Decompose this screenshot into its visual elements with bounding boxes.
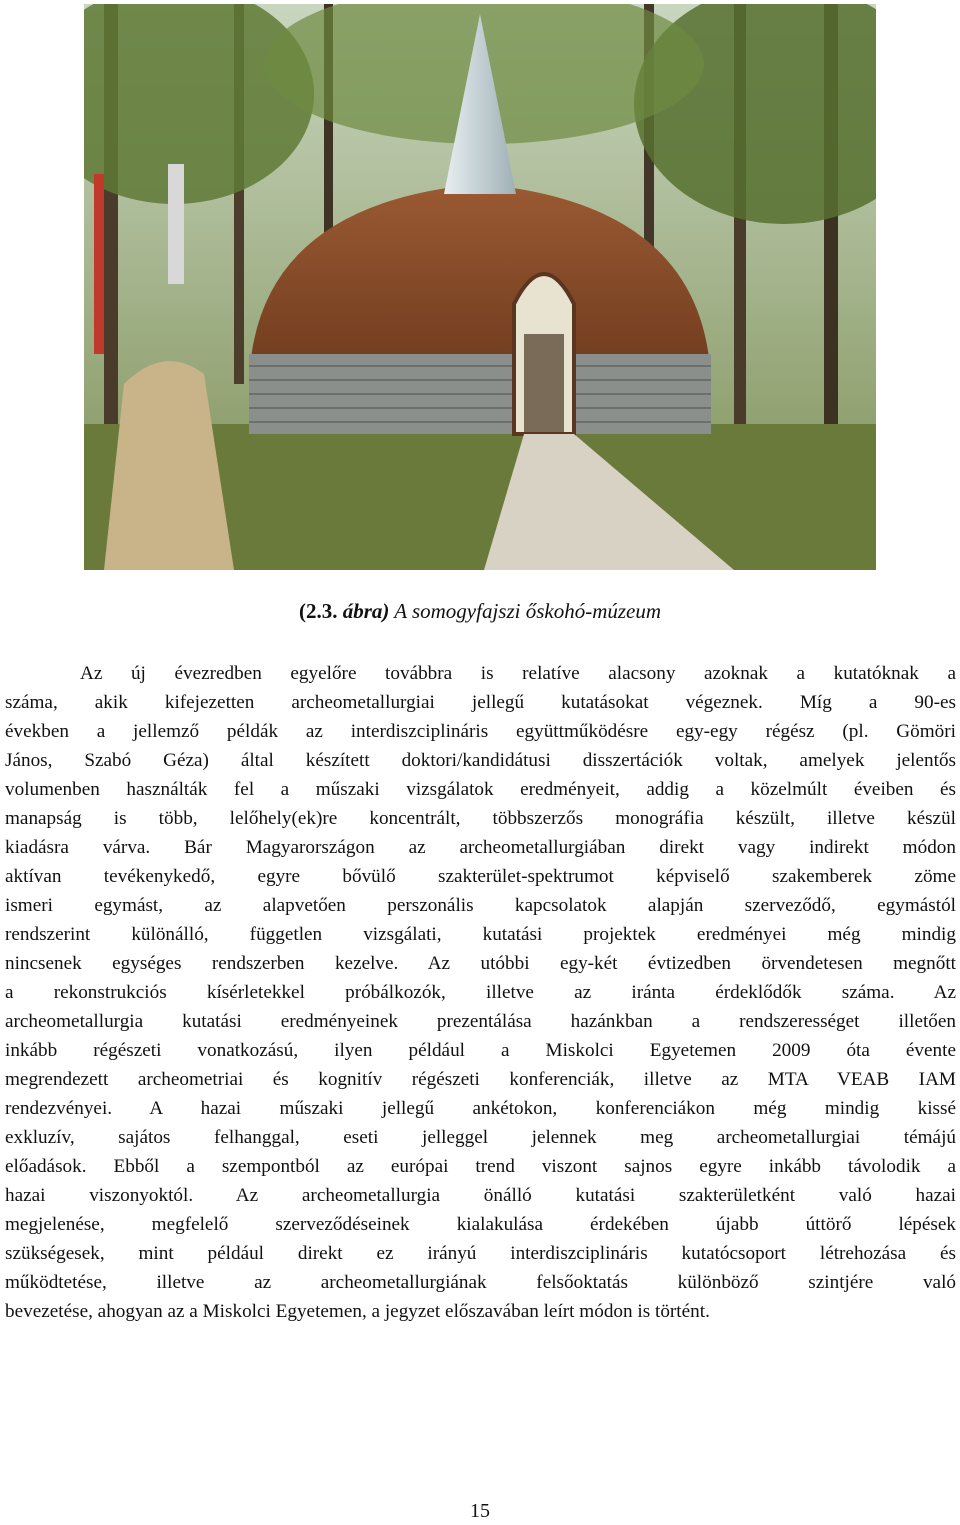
paragraph-line: szükségesek, mint például direkt ez irányú interdiszciplináris kutatócsoport létrehozása és [5, 1243, 956, 1264]
museum-photo [84, 4, 876, 570]
paragraph-line: bevezetése, ahogyan az a Miskolci Egyetemen, a jegyzet előszavában leírt módon is történt. [5, 1301, 710, 1322]
paragraph-line: exkluzív, sajátos felhanggal, eseti jelleggel jelennek meg archeometallurgiai témájú [5, 1127, 956, 1148]
paragraph-line: megrendezett archeometriai és kognitív régészeti konferenciák, illetve az MTA VEAB IAM [5, 1069, 956, 1090]
paragraph-line: működtetése, illetve az archeometallurgiának felsőoktatás különböző szintjére való [5, 1272, 956, 1293]
paragraph-line: manapság is több, lelőhely(ek)re koncentrált, többszerzős monográfia készült, illetve készül [5, 808, 956, 829]
figure-caption [0, 599, 960, 624]
paragraph-line: aktívan tevékenykedő, egyre bővülő szakterület-spektrumot képviselő szakemberek zöme [5, 866, 956, 887]
body-paragraph [5, 659, 956, 1326]
page-number: 15 [470, 1500, 490, 1522]
paragraph-line: volumenben használták fel a műszaki vizsgálatok eredményeit, addig a közelmúlt éveiben és [5, 779, 956, 800]
paragraph-line: előadások. Ebből a szempontból az európai trend viszont sajnos egyre inkább távolodik a [5, 1156, 956, 1177]
paragraph-line: kiadásra várva. Bár Magyarországon az archeometallurgiában direkt vagy indirekt módon [5, 837, 956, 858]
paragraph-line: száma, akik kifejezetten archeometallurgiai jellegű kutatásokat végeznek. Míg a 90-es [5, 692, 956, 713]
figure-label: ábra) [342, 599, 390, 623]
paragraph-line: archeometallurgia kutatási eredményeinek prezentálása hazánkban a rendszerességet illetően [5, 1011, 956, 1032]
paragraph-line: Az új évezredben egyelőre továbbra is relatíve alacsony azoknak a kutatóknak a [80, 663, 956, 684]
figure-number: (2.3. [298, 599, 338, 623]
paragraph-line: ismeri egymást, az alapvetően perszonális kapcsolatok alapján szerveződő, egymástól [5, 895, 956, 916]
paragraph-line: években a jellemző példák az interdiszciplináris együttműködésre egy-egy régész (pl. Gömöri [5, 721, 956, 742]
paragraph-line: hazai viszonyoktól. Az archeometallurgia önálló kutatási szakterületként való hazai [5, 1185, 956, 1206]
paragraph-line: megjelenése, megfelelő szerveződéseinek kialakulása érdekében újabb úttörő lépések [5, 1214, 956, 1235]
paragraph-line: inkább régészeti vonatkozású, ilyen például a Miskolci Egyetemen 2009 óta évente [5, 1040, 956, 1061]
paragraph-line: a rekonstrukciós kísérletekkel próbálkozók, illetve az iránta érdeklődők száma. Az [5, 982, 956, 1003]
paragraph-line: rendezvényei. A hazai műszaki jellegű ankétokon, konferenciákon még mindig kissé [5, 1098, 956, 1119]
paragraph-line: rendszerint különálló, független vizsgálati, kutatási projektek eredményei még mindig [5, 924, 956, 945]
paragraph-line: János, Szabó Géza) által készített doktori/kandidátusi disszertációk voltak, amelyek jelentős [5, 750, 956, 771]
figure-title: A somogyfajszi őskohó-múzeum [394, 599, 662, 623]
paragraph-line: nincsenek egységes rendszerben kezelve. Az utóbbi egy-két évtizedben örvendetesen megnőtt [5, 953, 956, 974]
